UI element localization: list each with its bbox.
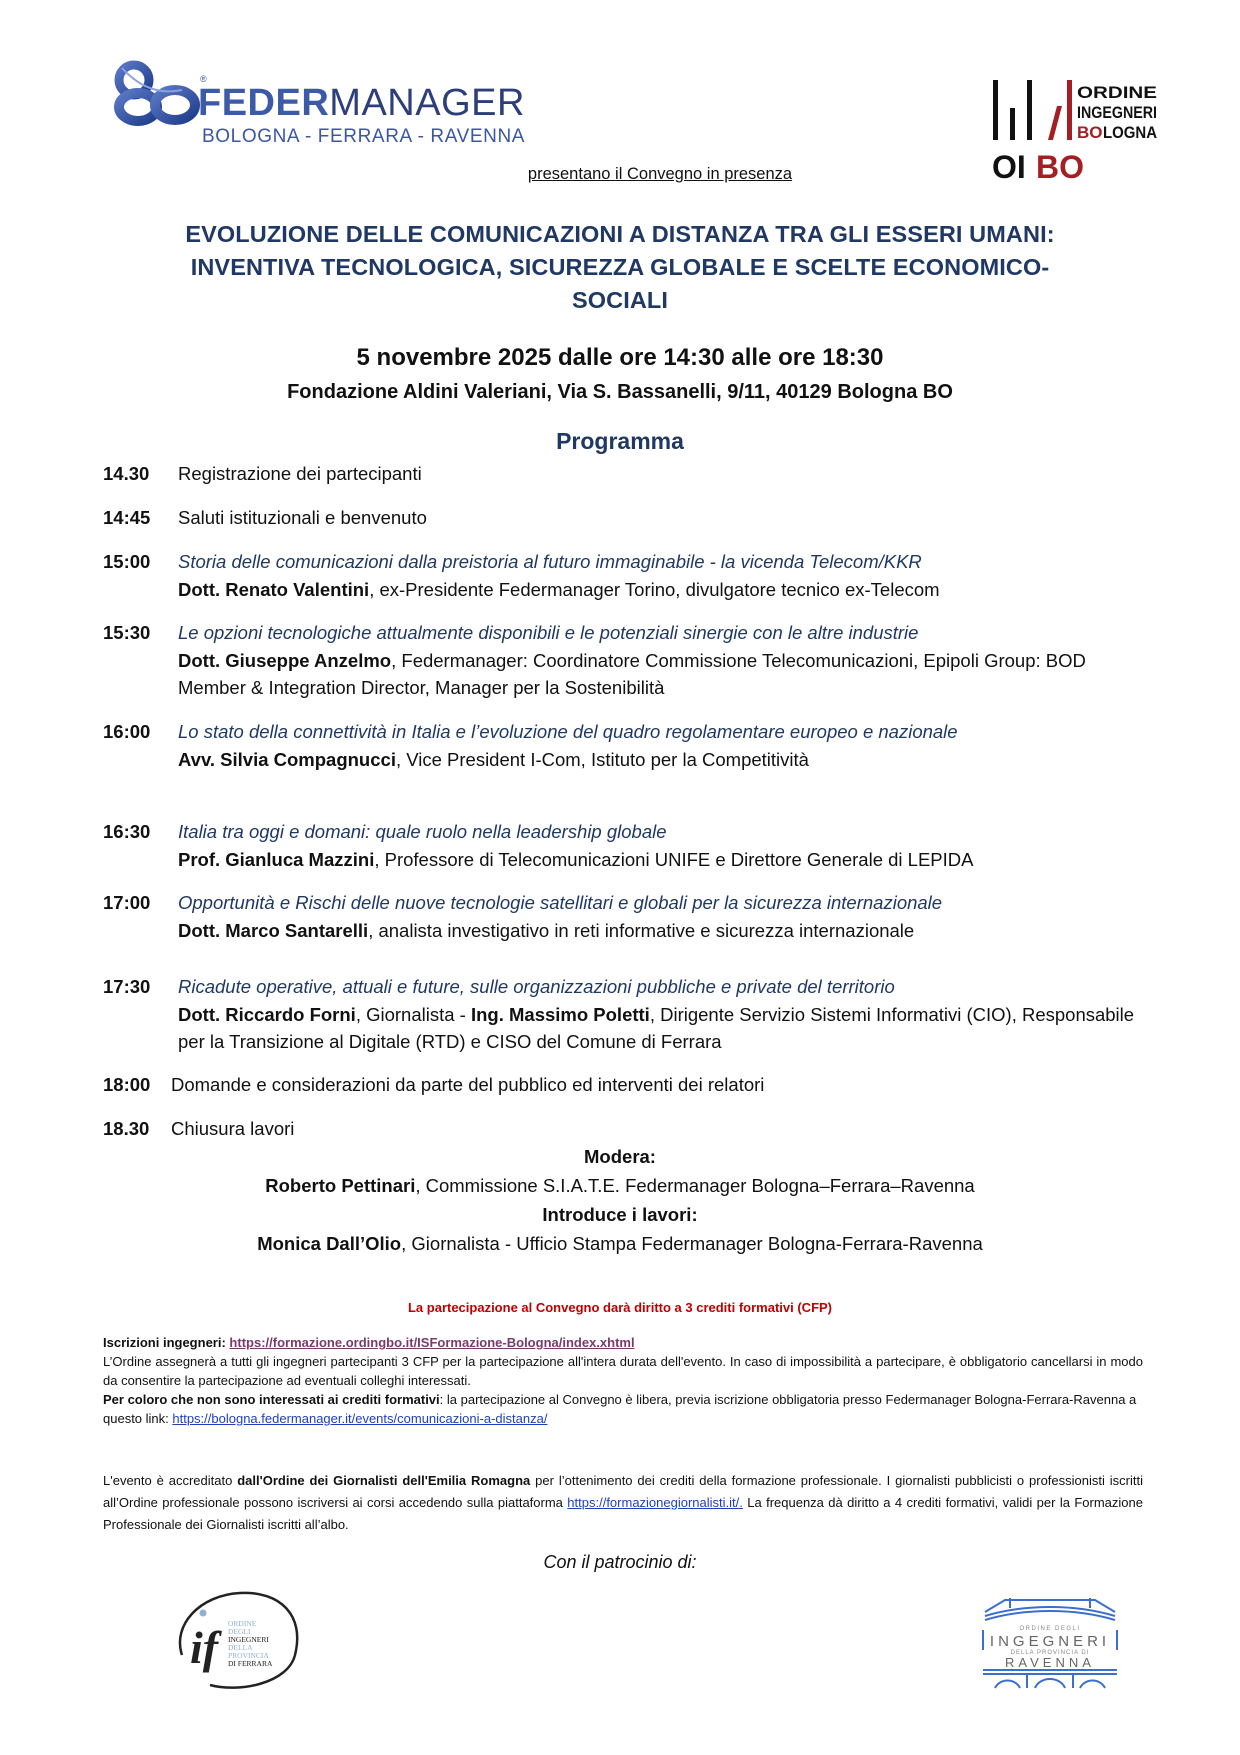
ferrara-line5: PROVINCIA: [228, 1651, 269, 1660]
program-item: [103, 1071, 1153, 1099]
oibo-line3-rest: LOGNA: [1103, 123, 1157, 142]
giornalisti-post: La frequenza dà diritto a 4 crediti formativi, validi per la Formazione Professionale dei Giornalisti iscritti all’albo.: [103, 1495, 1143, 1532]
program-item: [103, 973, 1153, 1056]
oibo-line2: INGEGNERI: [1077, 103, 1157, 122]
iscrizioni-block: [103, 1333, 1143, 1428]
ordine-cfp-text: L’Ordine assegnerà a tutti gli ingegneri partecipanti 3 CFP per la partecipazione all'intera durata dell'evento. In caso di impossibilità a partecipare, è obbligatorio cancellarsi in modo da consentire la partecipazione ad eventuali colleghi interessati.: [103, 1354, 1143, 1388]
speaker-name: Dott. Riccardo Forni: [178, 1003, 356, 1025]
program-speaker-line: [178, 846, 1153, 874]
oibo-line1: ORDINE: [1077, 83, 1157, 102]
wordmark-light: MANAGER: [329, 82, 525, 124]
moderator-line: [0, 1175, 1240, 1197]
program-time: 18:00: [103, 1074, 151, 1095]
speaker-name: Dott. Marco Santarelli: [178, 919, 369, 941]
federmanager-logo: [112, 58, 526, 150]
program-time: 17:30: [103, 976, 151, 997]
program-item: [103, 460, 1153, 488]
ravenna-line4: RAVENNA: [1005, 1655, 1095, 1670]
moderator-name: Roberto Pettinari: [265, 1175, 416, 1196]
cfp-notice: La partecipazione al Convegno darà diritto a 3 crediti formativi (CFP): [407, 1300, 833, 1315]
program-time: 15:00: [103, 551, 151, 572]
introduce-label: Introduce i lavori:: [542, 1204, 698, 1225]
speaker-role: , ex-Presidente Federmanager Torino, divulgatore tecnico ex-Telecom: [369, 578, 940, 600]
ordine-ingegneri-ferrara-logo: [170, 1585, 310, 1695]
moderator-role: , Commissione S.I.A.T.E. Federmanager Bologna–Ferrara–Ravenna: [415, 1175, 975, 1196]
iscrizioni-label: Iscrizioni ingegneri:: [103, 1335, 230, 1350]
program-topic: Italia tra oggi e domani: quale ruolo nella leadership globale: [178, 821, 667, 842]
program-speaker-line: [178, 1001, 1153, 1056]
ferrara-line4: DELLA: [228, 1643, 253, 1652]
title-line-2: INVENTIVA TECNOLOGICA, SICUREZZA GLOBALE E SCELTE ECONOMICO-: [190, 254, 1050, 280]
program-heading: Programma: [556, 428, 684, 454]
program-text: Registrazione dei partecipanti: [178, 463, 422, 484]
speaker-role: , Giornalista -: [355, 1003, 471, 1025]
program-topic: Ricadute operative, attuali e future, sulle organizzazioni pubbliche e private del territorio: [178, 976, 895, 997]
speaker-role: , Vice President I-Com, Istituto per la Competitività: [395, 748, 809, 770]
speaker-name: Dott. Renato Valentini: [178, 578, 370, 600]
program-speaker-line: [178, 917, 1153, 945]
event-title: [110, 218, 1130, 317]
program-topic: Opportunità e Rischi delle nuove tecnologie satellitari e globali per la sicurezza internazionale: [178, 892, 943, 913]
speaker-role-2: , Dirigente Servizio Sistemi Informativi (CIO), Responsabile per la Transizione al Digitale (RTD) e CISO del Comune di Ferrara: [178, 1003, 1135, 1052]
program-time: 16:30: [103, 821, 151, 842]
giornalisti-block: [103, 1470, 1143, 1536]
introducer-role: , Giornalista - Ufficio Stampa Federmanager Bologna-Ferrara-Ravenna: [401, 1233, 983, 1254]
presentano-text: presentano il Convegno in presenza: [527, 165, 793, 183]
program-speaker-line: [178, 647, 1153, 702]
ferrara-line2: DEGLI: [228, 1627, 251, 1636]
speaker-name-2: Ing. Massimo Poletti: [470, 1003, 650, 1025]
introducer-line: [0, 1233, 1240, 1255]
program-text: Saluti istituzionali e benvenuto: [178, 507, 427, 528]
program-item: [103, 889, 1153, 944]
program-topic: Storia delle comunicazioni dalla preistoria al futuro immaginabile - la vicenda Telecom/KKR: [178, 551, 922, 572]
program-item: [103, 504, 1153, 532]
ferrara-monogram: if: [190, 1622, 219, 1673]
program-time: 15:30: [103, 622, 151, 643]
monogram-oi: OI: [992, 149, 1026, 185]
non-interessati-text: : la partecipazione al Convegno è libera, previa iscrizione obbligatoria presso Federmanager Bologna-Ferrara-Ravenna a questo link:: [103, 1392, 1137, 1426]
modera-label: Modera:: [584, 1146, 656, 1167]
speaker-role: , Federmanager: Coordinatore Commissione Telecomunicazioni, Epipoli Group: BOD Member & Integration Director, Manager per la Sostenibilità: [178, 649, 1086, 698]
program-text: Domande e considerazioni da parte del pubblico ed interventi dei relatori: [171, 1074, 765, 1095]
monogram-bo: BO: [1036, 149, 1084, 185]
program-time: 17:00: [103, 892, 151, 913]
program-topic: Le opzioni tecnologiche attualmente disponibili e le potenziali sinergie con le altre industrie: [178, 622, 919, 643]
program-speaker-line: [178, 576, 1153, 604]
ferrara-line1: ORDINE: [228, 1619, 257, 1628]
program-item: [103, 548, 1153, 603]
program-item: [103, 1115, 1153, 1143]
program-topic: Lo stato della connettività in Italia e l’evoluzione del quadro regolamentare europeo e nazionale: [178, 721, 958, 742]
ravenna-bridge-icon: [975, 1590, 1125, 1690]
title-line-1: EVOLUZIONE DELLE COMUNICAZIONI A DISTANZA TRA GLI ESSERI UMANI:: [185, 221, 1055, 247]
ferrara-line3: INGEGNERI: [228, 1635, 269, 1644]
program-item: [103, 619, 1153, 702]
ravenna-line3: DELLA PROVINCIA DI: [1010, 1650, 1090, 1656]
oibo-line3-accent: BO: [1077, 123, 1103, 142]
federmanager-subtitle: BOLOGNA - FERRARA - RAVENNA: [202, 126, 526, 147]
non-interessati-label: Per coloro che non sono interessati ai crediti formativi: [103, 1392, 440, 1407]
program-text: Chiusura lavori: [171, 1118, 295, 1139]
ordine-ingegneri-ravenna-logo: [975, 1590, 1125, 1690]
program-time: 16:00: [103, 721, 151, 742]
iscrizioni-link[interactable]: https://formazione.ordingbo.it/ISFormazione-Bologna/index.xhtml: [229, 1335, 635, 1350]
speaker-role: , analista investigativo in reti informative e sicurezza internazionale: [368, 919, 915, 941]
program-time: 14.30: [103, 463, 150, 484]
speaker-name: Dott. Giuseppe Anzelmo: [178, 649, 392, 671]
title-line-3: SOCIALI: [571, 287, 668, 313]
giornalisti-link[interactable]: https://formazionegiornalisti.it/.: [567, 1495, 743, 1510]
event-venue: Fondazione Aldini Valeriani, Via S. Bassanelli, 9/11, 40129 Bologna BO: [287, 381, 953, 403]
event-date: 5 novembre 2025 dalle ore 14:30 alle ore 18:30: [356, 344, 884, 371]
federmanager-wordmark: [198, 82, 525, 125]
giornalisti-pre: L'evento è accreditato: [103, 1473, 238, 1488]
speaker-role: , Professore di Telecomunicazioni UNIFE e Direttore Generale di LEPIDA: [374, 848, 974, 870]
wordmark-bold: FEDER: [198, 82, 330, 124]
ravenna-line1: ORDINE DEGLI: [1019, 1626, 1081, 1632]
federmanager-event-link[interactable]: https://bologna.federmanager.it/events/comunicazioni-a-distanza/: [172, 1411, 548, 1426]
program-speaker-line: [178, 746, 1078, 774]
speaker-name: Prof. Gianluca Mazzini: [178, 848, 375, 870]
registered-mark: ®: [200, 74, 207, 84]
program-item: [103, 818, 1153, 873]
ferrara-line6: DI FERRARA: [228, 1659, 273, 1668]
ravenna-line2: INGEGNERI: [989, 1633, 1111, 1650]
patrocinio-label: Con il patrocinio di:: [543, 1552, 697, 1572]
introducer-name: Monica Dall’Olio: [257, 1233, 402, 1254]
program-time: 18.30: [103, 1118, 150, 1139]
infinity-ribbon-icon: [112, 60, 202, 126]
giornalisti-mid: per l’ottenimento dei crediti della formazione professionale. I giornalisti pubblicisti o professionisti iscritti all’Ordine professionale possono iscriversi ai corsi accedendo sulla piattaforma: [103, 1473, 1143, 1510]
speaker-name: Avv. Silvia Compagnucci: [178, 748, 396, 770]
presentano-line: [0, 165, 1240, 184]
program-time: 14:45: [103, 507, 151, 528]
giornalisti-bold: dall'Ordine dei Giornalisti dell'Emilia Romagna: [237, 1473, 531, 1488]
ferrara-circle-icon: [170, 1585, 310, 1695]
program-item: [103, 718, 1153, 773]
